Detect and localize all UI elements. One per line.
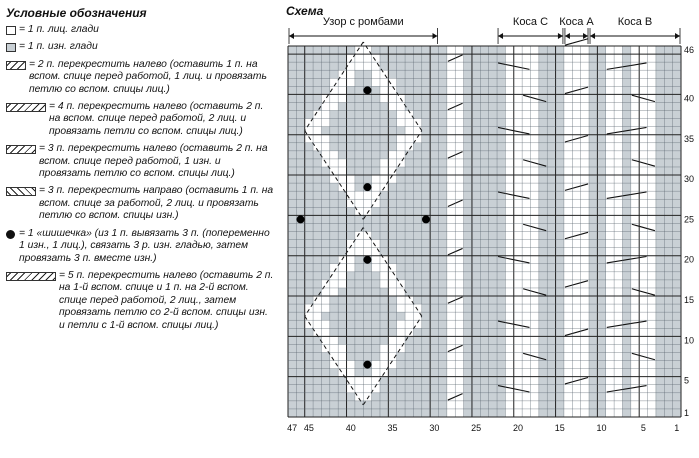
diamond-cell [355, 377, 363, 385]
diamond-cell [313, 320, 321, 328]
legend-text-bobble: = 1 «шишечка» (из 1 п. вывязать 3 п. (попеременно 1 изн., 1 лиц.), связать 3 р. изн. гладью, затем провязать 3 п. вместе изн.) [19, 227, 270, 264]
column-label: 20 [512, 423, 523, 433]
diamond-cell [321, 296, 329, 304]
chart-row-labels [684, 45, 694, 418]
bobble-dot [297, 215, 305, 223]
diamond-cell [355, 62, 363, 70]
diamond-cell [405, 119, 413, 127]
column-label: 45 [303, 423, 314, 433]
diamond-cell [388, 336, 396, 344]
diamond-cell [413, 312, 421, 320]
diamond-cell [338, 264, 346, 272]
section-label: Коса C [512, 16, 549, 28]
diamond-cell [388, 288, 396, 296]
diamond-cell [363, 393, 371, 401]
column-label: 15 [554, 423, 565, 433]
row-label: 5 [684, 375, 690, 386]
diamond-cell [347, 183, 355, 191]
diamond-cell [305, 127, 313, 135]
diamond-cell [355, 46, 363, 54]
diamond-cell [321, 119, 329, 127]
diamond-cell [347, 256, 355, 264]
bobble-dot [363, 361, 371, 369]
diamond-cell [355, 240, 363, 248]
bobble-dot [422, 215, 430, 223]
bobble-dot [363, 256, 371, 264]
diamond-cell [405, 135, 413, 143]
diamond-cell [363, 240, 371, 248]
diamond-cell [380, 344, 388, 352]
diamond-cell [372, 361, 380, 369]
section-label: Узор с ромбами [322, 16, 404, 28]
diamond-cell [347, 78, 355, 86]
diamond-cell [313, 296, 321, 304]
diamond-cell [388, 361, 396, 369]
diamond-cell [397, 111, 405, 119]
diamond-cell [338, 369, 346, 377]
diamond-cell [313, 304, 321, 312]
diamond-cell [397, 135, 405, 143]
diamond-cell [338, 361, 346, 369]
column-label: 1 [674, 423, 680, 433]
diamond-cell [380, 272, 388, 280]
diamond-cell [305, 135, 313, 143]
column-label: 47 [287, 423, 298, 433]
diamond-cell [355, 248, 363, 256]
column-label: 40 [345, 423, 356, 433]
diamond-cell [355, 54, 363, 62]
diamond-cell [413, 119, 421, 127]
bobble-dot [363, 183, 371, 191]
diamond-cell [380, 159, 388, 167]
diamond-cell [372, 240, 380, 248]
diamond-cell [330, 280, 338, 288]
diamond-cell [380, 78, 388, 86]
diamond-cell [321, 151, 329, 159]
row-label: 46 [684, 45, 695, 56]
diamond-cell [363, 54, 371, 62]
diamond-cell [347, 361, 355, 369]
diamond-cell [330, 352, 338, 360]
diamond-cell [363, 207, 371, 215]
diamond-cell [355, 199, 363, 207]
diamond-cell [321, 94, 329, 102]
chart-column-labels [287, 423, 679, 433]
column-label: 10 [596, 423, 607, 433]
row-label: 25 [684, 214, 695, 225]
diamond-cell [363, 62, 371, 70]
diamond-cell [388, 102, 396, 110]
diamond-cell [338, 94, 346, 102]
diamond-cell [397, 296, 405, 304]
diamond-cell [321, 304, 329, 312]
diamond-cell [330, 336, 338, 344]
diamond-cell [338, 344, 346, 352]
diamond-cell [321, 328, 329, 336]
legend-text-purl: = 1 п. изн. глади [19, 41, 98, 53]
arrow-right-icon [433, 33, 438, 39]
row-label: 30 [684, 174, 695, 185]
diamond-cell [405, 328, 413, 336]
diamond-cell [363, 199, 371, 207]
row-label: 20 [684, 254, 695, 265]
diamond-cell [355, 385, 363, 393]
diamond-cell [397, 159, 405, 167]
legend-title: Условные обозначения [6, 6, 147, 20]
diamond-cell [321, 111, 329, 119]
diamond-cell [338, 86, 346, 94]
diamond-cell [313, 127, 321, 135]
diamond-cell [413, 304, 421, 312]
diamond-cell [338, 159, 346, 167]
diamond-cell [355, 191, 363, 199]
diamond-cell [388, 151, 396, 159]
diamond-cell [363, 385, 371, 393]
legend-text-cross-3-left: = 3 п. перекрестить налево (оставить 2 п. на вспом. спице перед работой, 1 изн. и провязать петлю со вспом. спицы лиц.) [39, 143, 268, 180]
diamond-cell [372, 175, 380, 183]
diamond-cell [347, 175, 355, 183]
diamond-cell [330, 288, 338, 296]
diamond-cell [380, 167, 388, 175]
legend-text-cross-4-left: = 4 п. перекрестить налево (оставить 2 п. на вспом. спице перед работой, 2 лиц. и провязать петли со вспом. спицы лиц.) [49, 101, 264, 137]
row-label: 1 [684, 407, 690, 418]
diamond-cell [405, 312, 413, 320]
arrow-left-icon [565, 33, 570, 39]
diamond-cell [347, 70, 355, 78]
diamond-cell [372, 54, 380, 62]
diamond-cell [405, 143, 413, 151]
diamond-cell [380, 264, 388, 272]
diamond-cell [380, 256, 388, 264]
diamond-cell [338, 352, 346, 360]
diamond-cell [397, 320, 405, 328]
bobble-dot [363, 86, 371, 94]
diamond-cell [397, 344, 405, 352]
diamond-cell [397, 328, 405, 336]
diamond-cell [413, 127, 421, 135]
diamond-cell [313, 111, 321, 119]
arrow-right-icon [675, 33, 680, 39]
chart-section-headers [289, 16, 680, 44]
diamond-cell [380, 352, 388, 360]
diamond-cell [338, 280, 346, 288]
column-label: 35 [387, 423, 398, 433]
diamond-cell [388, 159, 396, 167]
diamond-cell [388, 175, 396, 183]
diamond-cell [330, 167, 338, 175]
diamond-cell [363, 191, 371, 199]
diamond-cell [405, 127, 413, 135]
diamond-cell [338, 272, 346, 280]
diamond-cell [372, 369, 380, 377]
diamond-cell [330, 159, 338, 167]
diamond-cell [313, 135, 321, 143]
diamond-cell [397, 119, 405, 127]
diamond-cell [321, 320, 329, 328]
arrow-right-icon [583, 33, 588, 39]
row-label: 10 [684, 335, 695, 346]
diamond-cell [363, 248, 371, 256]
row-label: 35 [684, 133, 695, 144]
diamond-cell [330, 264, 338, 272]
diamond-cell [338, 175, 346, 183]
diamond-cell [397, 288, 405, 296]
diamond-cell [330, 102, 338, 110]
column-label: 30 [429, 423, 440, 433]
diamond-cell [305, 312, 313, 320]
diamond-cell [372, 256, 380, 264]
diamond-cell [372, 264, 380, 272]
diamond-cell [380, 361, 388, 369]
column-label: 25 [471, 423, 482, 433]
diamond-cell [347, 264, 355, 272]
row-label: 15 [684, 295, 695, 306]
diamond-cell [380, 94, 388, 102]
diamond-cell [338, 78, 346, 86]
diamond-cell [380, 86, 388, 94]
legend-text-cross-3-right: = 3 п. перекрестить направо (оставить 1 п. на вспом. спице за работой, 2 лиц. и провязать петлю со вспом. спицы изн.) [39, 185, 274, 222]
diamond-cell [321, 280, 329, 288]
diamond-cell [330, 151, 338, 159]
diamond-cell [321, 135, 329, 143]
diamond-cell [321, 143, 329, 151]
diamond-cell [380, 70, 388, 78]
legend-text-cross-2-left: = 2 п. перекрестить налево (оставить 1 п. на вспом. спице перед работой, 1 лиц. и провязать петлю со вспом. спицы лиц.) [29, 58, 267, 95]
diamond-cell [372, 70, 380, 78]
column-label: 5 [640, 423, 646, 433]
diamond-cell [388, 94, 396, 102]
diamond-cell [363, 377, 371, 385]
legend-text-cross-5-left: = 5 п. перекрестить налево (оставить 2 п. на 1-й вспом. спице и 1 п. на 2-й вспом. спице перед работой, 2 лиц., затем провязать петлю со 2-й вспом. спицы изн. и петли с 1-й вспом. спицы лиц.) [59, 269, 274, 331]
diamond-cell [397, 102, 405, 110]
diamond-cell [380, 280, 388, 288]
diamond-cell [372, 78, 380, 86]
diamond-cell [355, 232, 363, 240]
chart-title: Схема [286, 4, 324, 18]
row-label: 40 [684, 93, 695, 104]
diamond-cell [347, 385, 355, 393]
diamond-cell [338, 183, 346, 191]
diamond-cell [405, 304, 413, 312]
diamond-cell [321, 336, 329, 344]
diamond-cell [405, 320, 413, 328]
diamond-cell [347, 369, 355, 377]
diamond-cell [347, 199, 355, 207]
diamond-cell [313, 119, 321, 127]
section-label: Коса B [617, 16, 653, 28]
diamond-cell [397, 143, 405, 151]
arrow-left-icon [498, 33, 503, 39]
diamond-cell [380, 175, 388, 183]
diamond-cell [338, 167, 346, 175]
diamond-cell [313, 312, 321, 320]
arrow-left-icon [289, 33, 294, 39]
diamond-cell [388, 344, 396, 352]
arrow-right-icon [558, 33, 563, 39]
diamond-cell [305, 320, 313, 328]
diamond-cell [372, 183, 380, 191]
diamond-cell [330, 344, 338, 352]
diamond-cell [388, 86, 396, 94]
diamond-cell [388, 272, 396, 280]
diamond-cell [330, 78, 338, 86]
diamond-cell [397, 304, 405, 312]
arrow-left-icon [590, 33, 595, 39]
diamond-cell [330, 94, 338, 102]
diamond-cell [388, 280, 396, 288]
cable-cross [565, 39, 588, 45]
section-label: Коса A [559, 16, 594, 28]
legend-text-knit: = 1 п. лиц. глади [19, 24, 99, 35]
